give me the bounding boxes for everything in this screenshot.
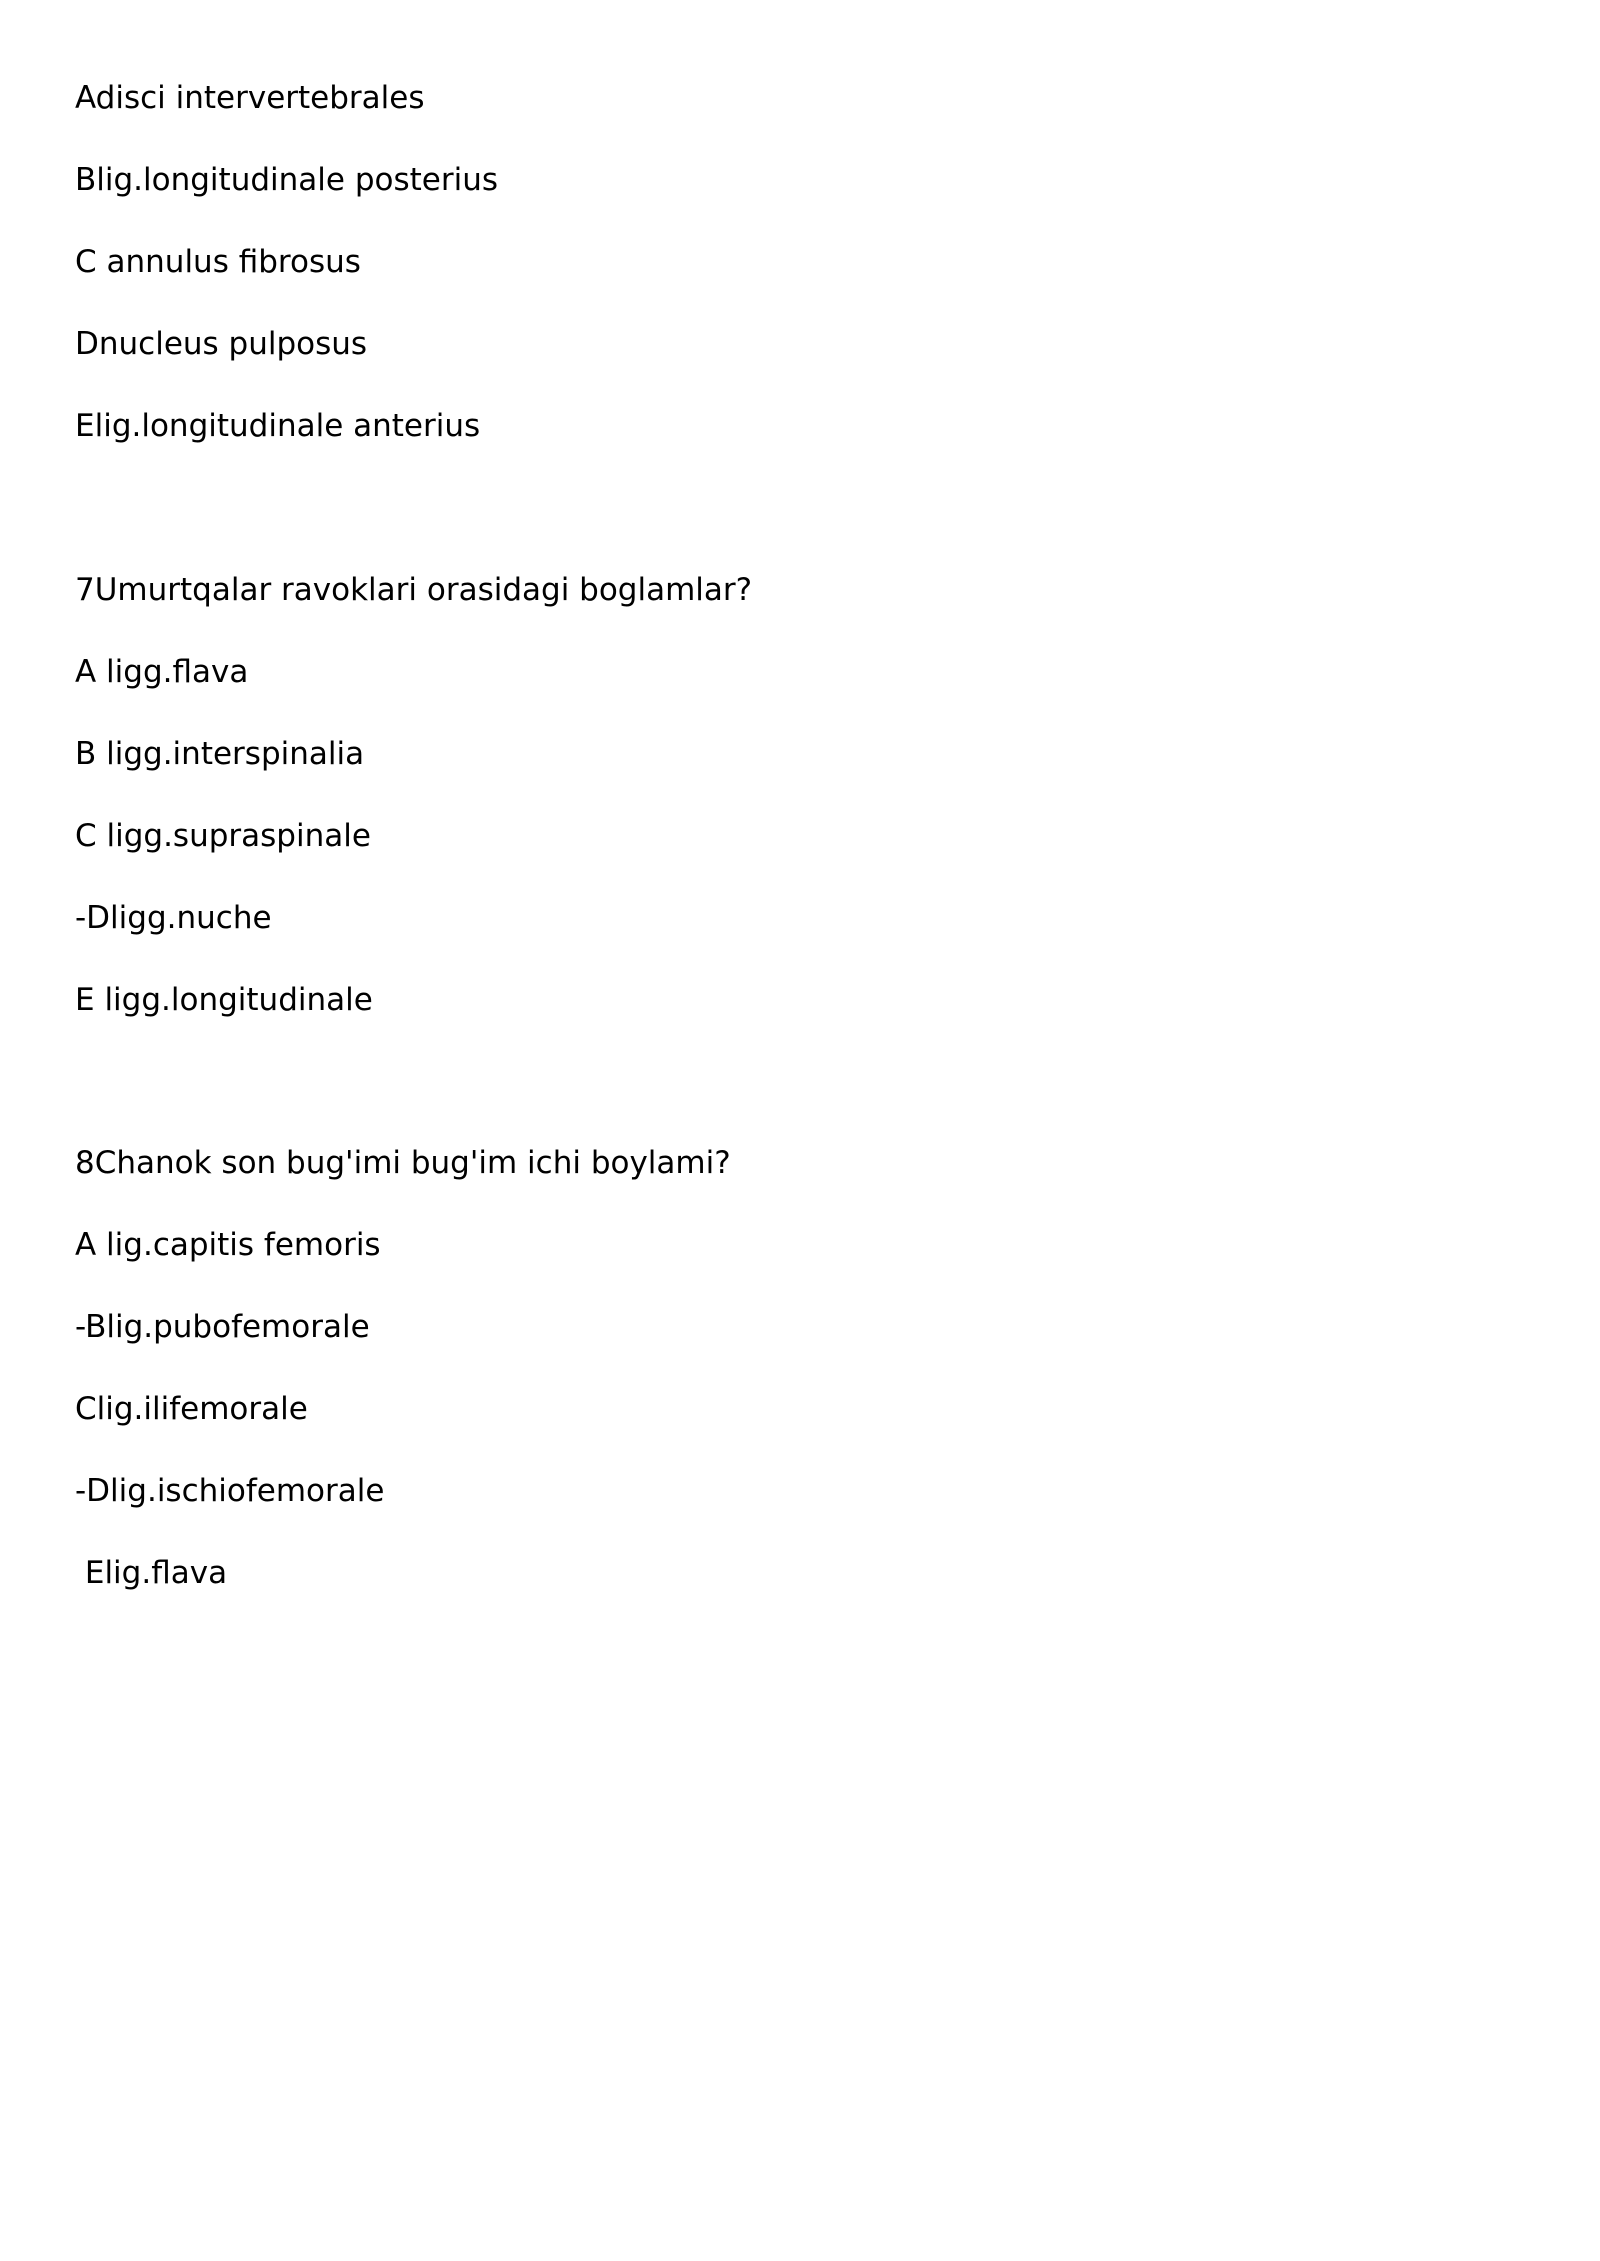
- question-7-option-e: E ligg.longitudinale: [75, 982, 373, 1018]
- question-7-option-a: A ligg.flava: [75, 654, 249, 690]
- question-8-option-c: Clig.ilifemorale: [75, 1391, 308, 1427]
- question-8-option-d: -Dlig.ischiofemorale: [75, 1473, 385, 1509]
- question-8-option-a: A lig.capitis femoris: [75, 1227, 381, 1263]
- option-d: Dnucleus pulposus: [75, 326, 368, 362]
- option-b: Blig.longitudinale posterius: [75, 162, 498, 198]
- question-8-option-e: Elig.flava: [75, 1555, 228, 1591]
- option-e: Elig.longitudinale anterius: [75, 408, 481, 444]
- question-8-text: 8Chanok son bug'imi bug'im ichi boylami?: [75, 1145, 731, 1181]
- option-c: C annulus fibrosus: [75, 244, 361, 280]
- question-7-option-c: C ligg.supraspinale: [75, 818, 371, 854]
- option-a: Adisci intervertebrales: [75, 80, 425, 116]
- question-7-option-d: -Dligg.nuche: [75, 900, 272, 936]
- question-7-text: 7Umurtqalar ravoklari orasidagi boglamlar?: [75, 572, 753, 608]
- question-8-option-b: -Blig.pubofemorale: [75, 1309, 370, 1345]
- question-7-option-b: B ligg.interspinalia: [75, 736, 365, 772]
